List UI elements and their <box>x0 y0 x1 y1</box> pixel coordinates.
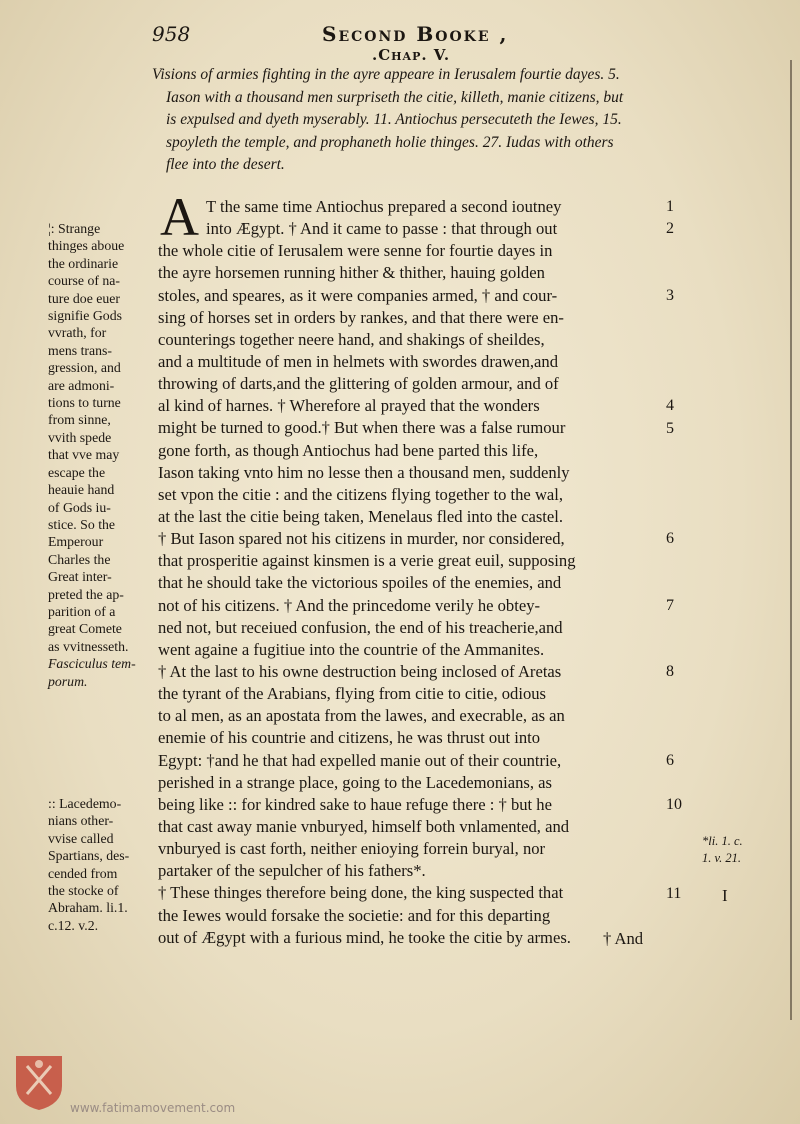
body-line: sing of horses set in orders by rankes, and that there were en- <box>158 307 564 327</box>
body-line: † But Iason spared not his citizens in murder, nor considered, <box>158 529 565 549</box>
margin-note-line: :: Lacedemo- <box>48 796 122 811</box>
body-line: al kind of harnes. † Wherefore al prayed that the wonders <box>158 396 540 416</box>
margin-note-source: Fasciculus tem- <box>48 656 136 672</box>
body-line: not of his citizens. † And the princedome verily he obtey- <box>158 595 541 615</box>
margin-note-line: parition of a <box>48 603 116 619</box>
body-line: stoles, and speares, as it were companies armed, † and cour- <box>158 285 558 305</box>
body-line: to al men, as an apostata from the lawes, and execrable, as an <box>158 706 565 726</box>
margin-note-line: mens trans- <box>48 342 112 358</box>
body-line: the ayre horsemen running hither & thither, hauing golden <box>158 263 545 283</box>
margin-note-line: tions to turne <box>48 395 121 411</box>
running-title: Second Booke , <box>322 22 509 46</box>
body-line: the tyrant of the Arabians, flying from citie to citie, odious <box>158 684 547 704</box>
body-line: and a multitude of men in helmets with swordes drawen,and <box>158 351 559 371</box>
body-line: went againe a fugitiue into the countrie of the Ammanites. <box>158 639 545 659</box>
body-line: the whole citie of Ierusalem were senne for fourtie dayes in <box>158 241 553 261</box>
body-line: gone forth, as though Antiochus had bene parted this life, <box>158 440 539 460</box>
margin-note-line: Great inter- <box>48 569 112 585</box>
chapter-heading: .Chap. V. <box>372 46 451 64</box>
margin-note-line: course of na- <box>48 273 121 289</box>
argument-line: Visions of armies fighting in the ayre appeare in Ierusalem fourtie dayes. 5. <box>152 66 620 83</box>
crest-logo <box>12 1052 66 1112</box>
margin-note-line: the stocke of <box>48 883 119 899</box>
margin-note-line: stice. So the <box>48 516 116 532</box>
body-line: T the same time Antiochus prepared a second ioutney <box>206 197 562 216</box>
verse-number: 5 <box>666 419 674 437</box>
body-line: out of Ægypt with a furious mind, he tooke the citie by armes. <box>158 927 571 947</box>
body-line: that he should take the victorious spoiles of the enemies, and <box>158 573 562 593</box>
verse-number: 10 <box>666 796 682 814</box>
verse-number: 7 <box>666 596 674 614</box>
catchword: † And <box>603 929 644 948</box>
margin-note-line: Spartians, des- <box>48 848 130 864</box>
margin-note-line: vvith spede <box>48 429 112 445</box>
cross-reference-line: 1. v. 21. <box>702 851 741 865</box>
body-text <box>158 196 658 949</box>
body-line: Iason taking vnto him no lesse then a thousand men, suddenly <box>158 462 570 482</box>
margin-note-line: the ordinarie <box>48 255 119 271</box>
verse-number: 11 <box>666 884 682 902</box>
margin-note-line: ture doe euer <box>48 290 121 306</box>
cross-reference-line: *li. 1. c. <box>702 834 743 848</box>
body-line: that cast away manie vnburyed, himself both vnlamented, and <box>158 816 570 836</box>
margin-note-source: porum. <box>48 673 88 689</box>
body-line: partaker of the sepulcher of his fathers*. <box>158 861 426 881</box>
margin-note-line: thinges aboue <box>48 238 125 254</box>
verse-number: 8 <box>666 663 674 681</box>
margin-note-line: preted the ap- <box>48 586 124 602</box>
margin-note-line: Emperour <box>48 534 104 550</box>
body-line: enemie of his countrie and citizens, he was thrust out into <box>158 728 541 748</box>
body-line: counterings together neere hand, and shakings of sheildes, <box>158 329 545 349</box>
body-line: set vpon the citie : and the citizens flying together to the wal, <box>158 484 564 504</box>
verse-number: 4 <box>666 397 674 415</box>
body-line: the Iewes would forsake the societie: and for this departing <box>158 905 551 925</box>
body-line: † These thinges therefore being done, the king suspected that <box>158 883 564 903</box>
chapter-argument <box>152 64 700 177</box>
margin-note-line: escape the <box>48 464 106 480</box>
margin-mark: I <box>722 886 728 905</box>
margin-note-line: ¦: Strange <box>48 221 101 236</box>
margin-note-line: cended from <box>48 865 118 881</box>
margin-note-line: c.12. v.2. <box>48 917 99 933</box>
right-page-edge <box>790 60 792 1020</box>
argument-line: is expulsed and dyeth myserably. 11. Antiochus persecuteth the Iewes, 15. <box>166 111 622 128</box>
verse-number: 1 <box>666 198 674 215</box>
margin-note-line: vvrath, for <box>48 325 107 341</box>
body-line: into Ægypt. † And it came to passe : that through out <box>206 219 558 239</box>
verse-number: 6 <box>666 751 674 769</box>
body-line: that prosperitie against kinsmen is a verie great euil, supposing <box>158 551 576 571</box>
margin-note-line: nians other- <box>48 813 114 829</box>
margin-note-line: gression, and <box>48 360 121 376</box>
margin-note-line: great Comete <box>48 621 122 637</box>
margin-note-line: that vve may <box>48 447 120 463</box>
argument-line: flee into the desert. <box>166 156 285 173</box>
page-number: 958 <box>152 22 191 46</box>
verse-number: 3 <box>666 286 674 304</box>
body-line: being like :: for kindred sake to haue refuge there : † but he <box>158 794 552 814</box>
margin-note-line: of Gods iu- <box>48 499 111 515</box>
margin-note-line: are admoni- <box>48 377 115 393</box>
body-line: at the last the citie being taken, Menelaus fled into the castel. <box>158 506 564 526</box>
watermark: www.fatimamovement.com <box>70 1101 236 1115</box>
margin-note-line: vvise called <box>48 830 114 846</box>
margin-cross-reference <box>702 833 782 867</box>
body-line: ned not, but receiued confusion, the end of his treacherie,and <box>158 617 563 637</box>
margin-note-line: heauie hand <box>48 482 115 498</box>
verse-number: 6 <box>666 530 674 548</box>
margin-note-strange-things <box>48 220 152 690</box>
margin-note-line: Charles the <box>48 551 111 567</box>
page-header <box>0 18 800 48</box>
body-line: perished in a strange place, going to the Lacedemonians, as <box>158 772 552 792</box>
argument-line: Iason with a thousand men surpriseth the citie, killeth, manie citizens, but <box>166 88 624 106</box>
margin-note-lacedemonians <box>48 795 152 934</box>
body-line: might be turned to good.† But when there was a false rumour <box>158 418 566 438</box>
margin-note-line: as vvitnesseth. <box>48 638 129 654</box>
verse-number: 2 <box>666 220 674 238</box>
drop-cap: A <box>160 187 199 247</box>
body-line: † At the last to his owne destruction being inclosed of Aretas <box>158 661 562 681</box>
margin-note-line: from sinne, <box>48 412 111 428</box>
margin-note-line: signifie Gods <box>48 308 122 324</box>
margin-note-line: Abraham. li.1. <box>48 900 128 916</box>
argument-line: spoyleth the temple, and prophaneth holie thinges. 27. Iudas with others <box>166 133 614 151</box>
body-line: throwing of darts,and the glittering of golden armour, and of <box>158 374 559 394</box>
body-line: Egypt: †and he that had expelled manie out of their countrie, <box>158 750 562 770</box>
body-line: vnburyed is cast forth, neither enioying forrein buryal, nor <box>158 839 546 859</box>
